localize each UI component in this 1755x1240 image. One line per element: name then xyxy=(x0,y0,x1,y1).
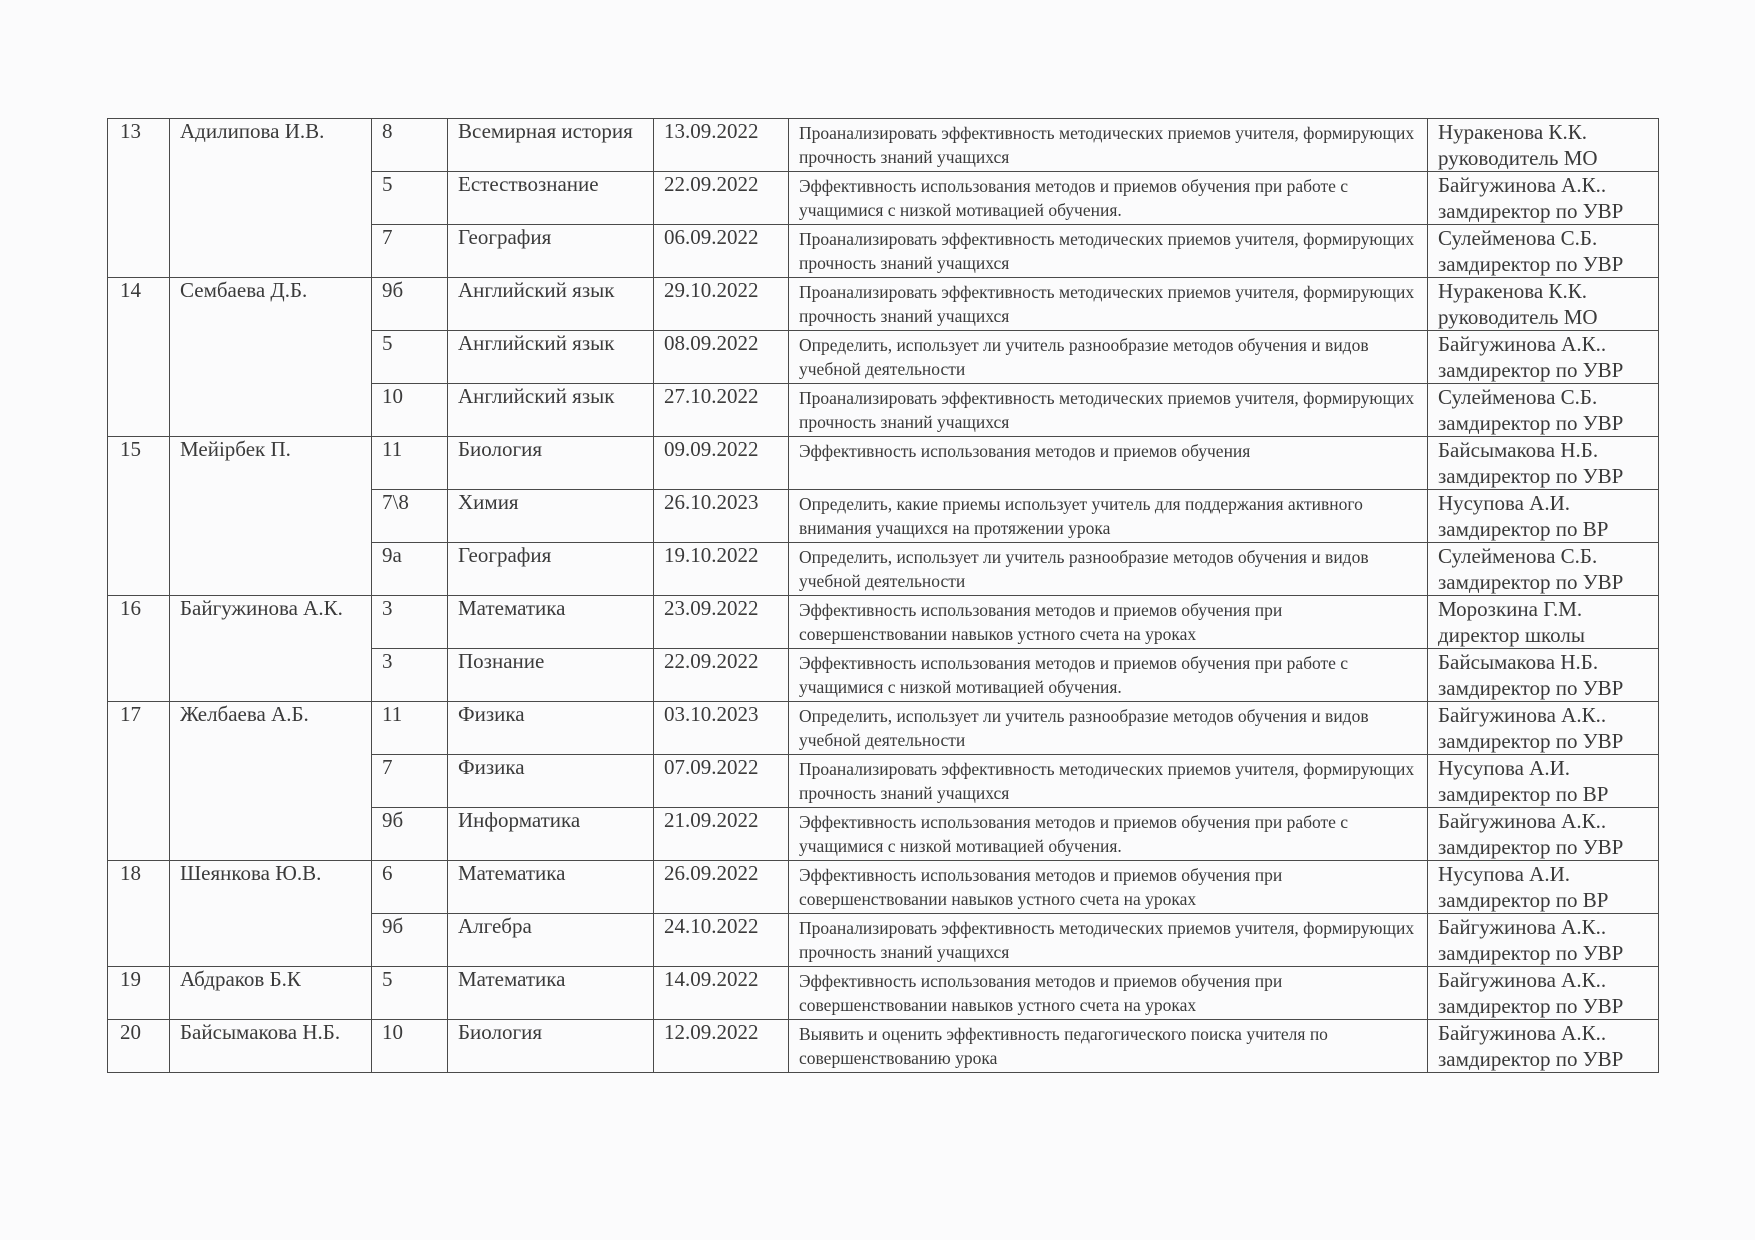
table-row xyxy=(108,596,1659,649)
observer-name: Байгужинова А.К.. xyxy=(1438,1021,1607,1045)
observer-name: Нусупова А.И. xyxy=(1438,756,1570,780)
observer-cell xyxy=(1428,861,1659,914)
goal-cell: Определить, какие приемы использует учитель для поддержания активного внимания учащихся на протяжении урока xyxy=(789,490,1428,543)
subject-cell: Физика xyxy=(448,702,654,755)
row-number-cell: 19 xyxy=(108,967,170,1020)
observer-role: замдиректор по ВР xyxy=(1438,888,1609,912)
observer-role: замдиректор по УВР xyxy=(1438,729,1624,753)
observer-role: замдиректор по УВР xyxy=(1438,464,1624,488)
date-cell: 27.10.2022 xyxy=(654,384,789,437)
teacher-name-cell: Байгужинова А.К. xyxy=(170,596,372,702)
observer-role: замдиректор по ВР xyxy=(1438,782,1609,806)
observer-cell xyxy=(1428,225,1659,278)
observer-name: Сулейменова С.Б. xyxy=(1438,544,1598,568)
class-cell: 3 xyxy=(372,649,448,702)
goal-cell: Эффективность использования методов и приемов обучения при совершенствовании навыков устного счета на уроках xyxy=(789,967,1428,1020)
observer-cell xyxy=(1428,808,1659,861)
goal-cell: Эффективность использования методов и приемов обучения xyxy=(789,437,1428,490)
observer-cell xyxy=(1428,490,1659,543)
observation-schedule-table xyxy=(107,118,1659,1073)
observer-role: руководитель МО xyxy=(1438,146,1598,170)
date-cell: 23.09.2022 xyxy=(654,596,789,649)
date-cell: 13.09.2022 xyxy=(654,119,789,172)
observer-cell xyxy=(1428,702,1659,755)
teacher-name-cell: Байсымакова Н.Б. xyxy=(170,1020,372,1073)
observer-cell xyxy=(1428,331,1659,384)
goal-cell: Проанализировать эффективность методических приемов учителя, формирующих прочность знаний учащихся xyxy=(789,384,1428,437)
observer-role: замдиректор по ВР xyxy=(1438,517,1609,541)
class-cell: 7\8 xyxy=(372,490,448,543)
observer-role: замдиректор по УВР xyxy=(1438,994,1624,1018)
subject-cell: Математика xyxy=(448,861,654,914)
observer-name: Байгужинова А.К.. xyxy=(1438,332,1607,356)
class-cell: 6 xyxy=(372,861,448,914)
table-row xyxy=(108,702,1659,755)
row-number-cell: 15 xyxy=(108,437,170,596)
subject-cell: Английский язык xyxy=(448,278,654,331)
date-cell: 06.09.2022 xyxy=(654,225,789,278)
observer-cell xyxy=(1428,384,1659,437)
date-cell: 08.09.2022 xyxy=(654,331,789,384)
observer-name: Байсымакова Н.Б. xyxy=(1438,438,1599,462)
observer-role: замдиректор по УВР xyxy=(1438,941,1624,965)
goal-cell: Проанализировать эффективность методических приемов учителя, формирующих прочность знаний учащихся xyxy=(789,755,1428,808)
subject-cell: Познание xyxy=(448,649,654,702)
observer-name: Байгужинова А.К.. xyxy=(1438,809,1607,833)
goal-cell: Проанализировать эффективность методических приемов учителя, формирующих прочность знаний учащихся xyxy=(789,278,1428,331)
goal-cell: Определить, использует ли учитель разнообразие методов обучения и видов учебной деятельности xyxy=(789,331,1428,384)
class-cell: 11 xyxy=(372,702,448,755)
observer-role: замдиректор по УВР xyxy=(1438,411,1624,435)
observer-cell xyxy=(1428,278,1659,331)
table-body xyxy=(108,119,1659,1073)
subject-cell: Биология xyxy=(448,1020,654,1073)
class-cell: 5 xyxy=(372,172,448,225)
date-cell: 14.09.2022 xyxy=(654,967,789,1020)
observer-role: замдиректор по УВР xyxy=(1438,676,1624,700)
subject-cell: Информатика xyxy=(448,808,654,861)
subject-cell: Химия xyxy=(448,490,654,543)
date-cell: 21.09.2022 xyxy=(654,808,789,861)
teacher-name-cell: Мейірбек П. xyxy=(170,437,372,596)
class-cell: 5 xyxy=(372,331,448,384)
row-number-cell: 14 xyxy=(108,278,170,437)
subject-cell: Алгебра xyxy=(448,914,654,967)
observer-role: замдиректор по УВР xyxy=(1438,199,1624,223)
teacher-name-cell: Желбаева А.Б. xyxy=(170,702,372,861)
observer-name: Морозкина Г.М. xyxy=(1438,597,1583,621)
class-cell: 9б xyxy=(372,808,448,861)
teacher-name-cell: Адилипова И.В. xyxy=(170,119,372,278)
table-row xyxy=(108,861,1659,914)
class-cell: 10 xyxy=(372,384,448,437)
row-number-cell: 18 xyxy=(108,861,170,967)
subject-cell: Физика xyxy=(448,755,654,808)
class-cell: 7 xyxy=(372,755,448,808)
subject-cell: Естествознание xyxy=(448,172,654,225)
observer-name: Байгужинова А.К.. xyxy=(1438,915,1607,939)
subject-cell: География xyxy=(448,225,654,278)
subject-cell: Английский язык xyxy=(448,331,654,384)
table-row xyxy=(108,119,1659,172)
observer-role: директор школы xyxy=(1438,623,1585,647)
class-cell: 9б xyxy=(372,914,448,967)
teacher-name-cell: Абдраков Б.К xyxy=(170,967,372,1020)
observer-cell xyxy=(1428,755,1659,808)
subject-cell: Математика xyxy=(448,596,654,649)
goal-cell: Определить, использует ли учитель разнообразие методов обучения и видов учебной деятельности xyxy=(789,702,1428,755)
date-cell: 24.10.2022 xyxy=(654,914,789,967)
teacher-name-cell: Сембаева Д.Б. xyxy=(170,278,372,437)
observer-role: руководитель МО xyxy=(1438,305,1598,329)
observer-name: Байгужинова А.К.. xyxy=(1438,703,1607,727)
observer-role: замдиректор по УВР xyxy=(1438,835,1624,859)
observer-name: Сулейменова С.Б. xyxy=(1438,226,1598,250)
table-row xyxy=(108,967,1659,1020)
observer-role: замдиректор по УВР xyxy=(1438,570,1624,594)
observer-role: замдиректор по УВР xyxy=(1438,252,1624,276)
subject-cell: Английский язык xyxy=(448,384,654,437)
observer-cell xyxy=(1428,437,1659,490)
observer-cell xyxy=(1428,1020,1659,1073)
class-cell: 3 xyxy=(372,596,448,649)
observer-name: Нусупова А.И. xyxy=(1438,491,1570,515)
observer-name: Байсымакова Н.Б. xyxy=(1438,650,1599,674)
class-cell: 10 xyxy=(372,1020,448,1073)
date-cell: 12.09.2022 xyxy=(654,1020,789,1073)
date-cell: 22.09.2022 xyxy=(654,172,789,225)
goal-cell: Эффективность использования методов и приемов обучения при совершенствовании навыков устного счета на уроках xyxy=(789,861,1428,914)
observer-cell xyxy=(1428,172,1659,225)
class-cell: 9б xyxy=(372,278,448,331)
row-number-cell: 20 xyxy=(108,1020,170,1073)
table-row xyxy=(108,1020,1659,1073)
class-cell: 5 xyxy=(372,967,448,1020)
subject-cell: Всемирная история xyxy=(448,119,654,172)
class-cell: 11 xyxy=(372,437,448,490)
observer-cell xyxy=(1428,119,1659,172)
observer-cell xyxy=(1428,596,1659,649)
row-number-cell: 17 xyxy=(108,702,170,861)
observer-name: Сулейменова С.Б. xyxy=(1438,385,1598,409)
subject-cell: География xyxy=(448,543,654,596)
class-cell: 8 xyxy=(372,119,448,172)
table-row xyxy=(108,278,1659,331)
subject-cell: Биология xyxy=(448,437,654,490)
goal-cell: Проанализировать эффективность методических приемов учителя, формирующих прочность знаний учащихся xyxy=(789,914,1428,967)
goal-cell: Выявить и оценить эффективность педагогического поиска учителя по совершенствованию урока xyxy=(789,1020,1428,1073)
date-cell: 29.10.2022 xyxy=(654,278,789,331)
date-cell: 26.10.2023 xyxy=(654,490,789,543)
date-cell: 03.10.2023 xyxy=(654,702,789,755)
observer-name: Нусупова А.И. xyxy=(1438,862,1570,886)
goal-cell: Проанализировать эффективность методических приемов учителя, формирующих прочность знаний учащихся xyxy=(789,225,1428,278)
date-cell: 09.09.2022 xyxy=(654,437,789,490)
date-cell: 22.09.2022 xyxy=(654,649,789,702)
date-cell: 07.09.2022 xyxy=(654,755,789,808)
row-number-cell: 13 xyxy=(108,119,170,278)
date-cell: 26.09.2022 xyxy=(654,861,789,914)
observer-cell xyxy=(1428,914,1659,967)
observer-role: замдиректор по УВР xyxy=(1438,1047,1624,1071)
observer-cell xyxy=(1428,967,1659,1020)
class-cell: 7 xyxy=(372,225,448,278)
observer-name: Нуракенова К.К. xyxy=(1438,279,1587,303)
goal-cell: Эффективность использования методов и приемов обучения при совершенствовании навыков устного счета на уроках xyxy=(789,596,1428,649)
goal-cell: Эффективность использования методов и приемов обучения при работе с учащимися с низкой мотивацией обучения. xyxy=(789,649,1428,702)
observer-name: Байгужинова А.К.. xyxy=(1438,968,1607,992)
observer-cell xyxy=(1428,649,1659,702)
observer-role: замдиректор по УВР xyxy=(1438,358,1624,382)
observer-name: Нуракенова К.К. xyxy=(1438,120,1587,144)
goal-cell: Определить, использует ли учитель разнообразие методов обучения и видов учебной деятельности xyxy=(789,543,1428,596)
goal-cell: Проанализировать эффективность методических приемов учителя, формирующих прочность знаний учащихся xyxy=(789,119,1428,172)
teacher-name-cell: Шеянкова Ю.В. xyxy=(170,861,372,967)
date-cell: 19.10.2022 xyxy=(654,543,789,596)
observer-cell xyxy=(1428,543,1659,596)
table-row xyxy=(108,437,1659,490)
goal-cell: Эффективность использования методов и приемов обучения при работе с учащимися с низкой мотивацией обучения. xyxy=(789,172,1428,225)
row-number-cell: 16 xyxy=(108,596,170,702)
goal-cell: Эффективность использования методов и приемов обучения при работе с учащимися с низкой мотивацией обучения. xyxy=(789,808,1428,861)
class-cell: 9а xyxy=(372,543,448,596)
observer-name: Байгужинова А.К.. xyxy=(1438,173,1607,197)
subject-cell: Математика xyxy=(448,967,654,1020)
